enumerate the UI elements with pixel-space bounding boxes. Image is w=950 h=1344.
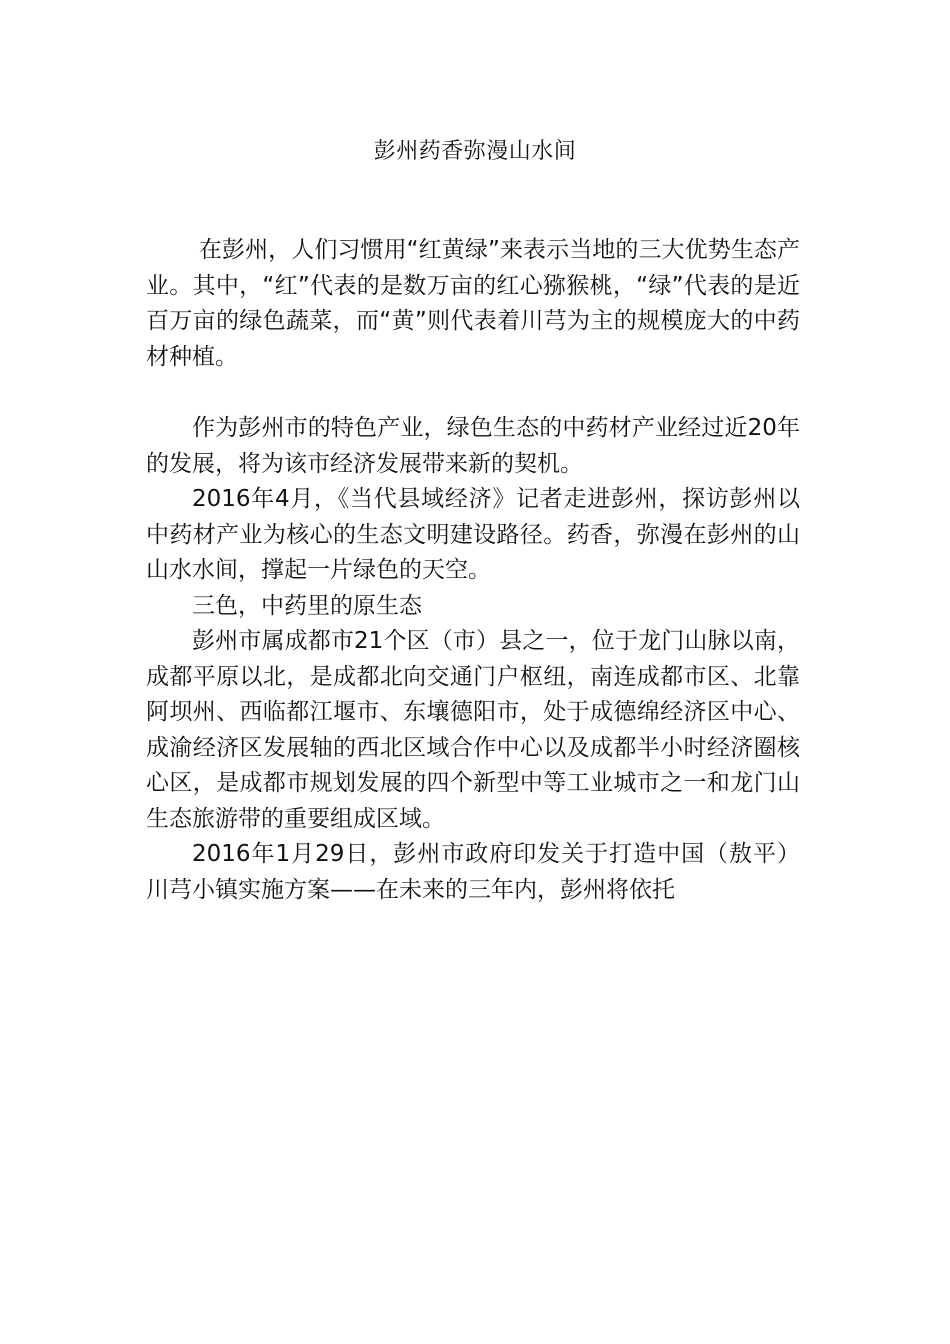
document-body bbox=[146, 233, 800, 908]
paragraph-industry: 作为彭州市的特色产业，绿色生态的中药材产业经过近20年的发展，将为该市经济发展带来新的契机。 bbox=[146, 415, 800, 477]
paragraph-location: 彭州市属成都市21个区（市）县之一，位于龙门山脉以南，成都平原以北，是成都北向交通门户枢纽，南连成都市区、北靠阿坝州、西临都江堰市、东壤德阳市，处于成德绵经济区中心、成渝经济区发展轴的西北区域合作中心以及成都半小时经济圈核心区，是成都市规划发展的四个新型中等工业城市之一和龙门山生态旅游带的重要组成区域。 bbox=[146, 628, 800, 832]
paragraph-intro: 在彭州，人们习惯用“红黄绿”来表示当地的三大优势生态产业。其中，“红”代表的是数万亩的红心猕猴桃，“绿”代表的是近百万亩的绿色蔬菜，而“黄”则代表着川芎为主的规模庞大的中药材种植。 bbox=[146, 237, 800, 370]
document-title: 彭州药香弥漫山水间 bbox=[373, 139, 577, 164]
paragraph-reporter-visit: 2016年4月，《当代县域经济》记者走进彭州，探访彭州以中药材产业为核心的生态文明建设路径。药香，弥漫在彭州的山山水水间，撑起一片绿色的天空。 bbox=[146, 486, 800, 583]
section-heading: 三色，中药里的原生态 bbox=[192, 592, 422, 619]
paragraph-plan: 2016年1月29日，彭州市政府印发关于打造中国（敖平）川芎小镇实施方案——在未来的三年内，彭州将依托 bbox=[146, 841, 800, 903]
